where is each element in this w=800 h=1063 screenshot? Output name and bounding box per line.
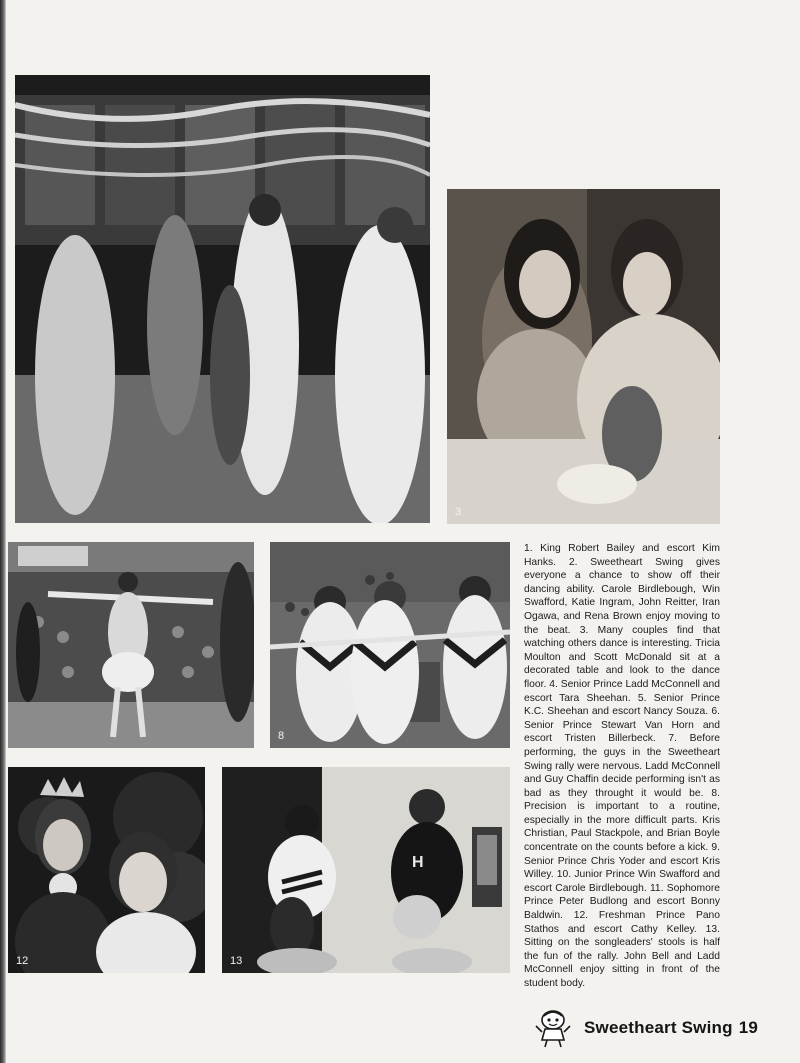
svg-text:H: H: [412, 854, 424, 871]
mascot-icon: [534, 1008, 572, 1048]
photo-number: 3: [455, 506, 462, 518]
photo-dance-floor-image: [15, 75, 430, 523]
photo-performers-image: [270, 542, 510, 748]
photo-songleader-image: [8, 542, 254, 748]
photo-stools-image: [222, 767, 510, 973]
photo-couple-image: [447, 189, 720, 524]
photo-songleader-performing: [8, 542, 254, 748]
photo-royalty-couple: [8, 767, 205, 973]
photo-dance-floor: [15, 75, 430, 523]
footer-title: [584, 1018, 758, 1038]
photo-captions: 1. King Robert Bailey and escort Kim Hanks. 2. Sweetheart Swing gives everyone a chance to show off their dancing ability. Carole Birdlebough, Win Swafford, Katie Ingram, John Reitter, Iran Ogawa, and Rena Brown enjoy moving to the beat. 3. Many couples find that watching others dance is interesting. Tricia Moulton and Scott McDonald sit at a decorated table and look to the dance floor. 4. Senior Prince Ladd McConnell and escort Tara Sheehan. 5. Senior Prince K.C. Sheehan and escort Nancy Souza. 6. Senior Prince Stewart Van Horn and escort Tristen Billerbeck. 7. Before performing, the guys in the Sweetheart Swing rally were nervous. Ladd McConnell and Guy Chaffin decide performing isn't as bad as they throught it would be. 8. Precision is important to a routine, especially in the more difficult parts. Kris Christian, Paul Stackpole, and Brian Boyle concentrate on the counts before a kick. 9. Senior Prince Chris Yoder and escort Kris Willey. 10. Junior Prince Win Swafford and escort Carole Birdlebough. 11. Sophomore Prince Peter Budlong and escort Bonny Baldwin. 12. Freshman Prince Pano Stathos and escort Cathy Kelley. 13. Sitting on the songleaders' stools is half the fun of the rally. John Bell and Ladd McConnell enjoy sitting in front of the student body.: [524, 543, 720, 989]
photo-three-performers: [270, 542, 510, 748]
photo-royalty-image: [8, 767, 205, 973]
section-title: Sweetheart Swing: [584, 1018, 733, 1037]
photo-number: 12: [16, 955, 29, 967]
photo-number: 13: [230, 955, 243, 967]
page-binding-edge: [0, 0, 6, 1063]
page-footer: [534, 1008, 774, 1048]
page-number: 19: [738, 1018, 758, 1037]
photo-seated-on-stools: [222, 767, 510, 973]
photo-couple-at-table: [447, 189, 720, 524]
photo-number: 8: [278, 730, 285, 742]
